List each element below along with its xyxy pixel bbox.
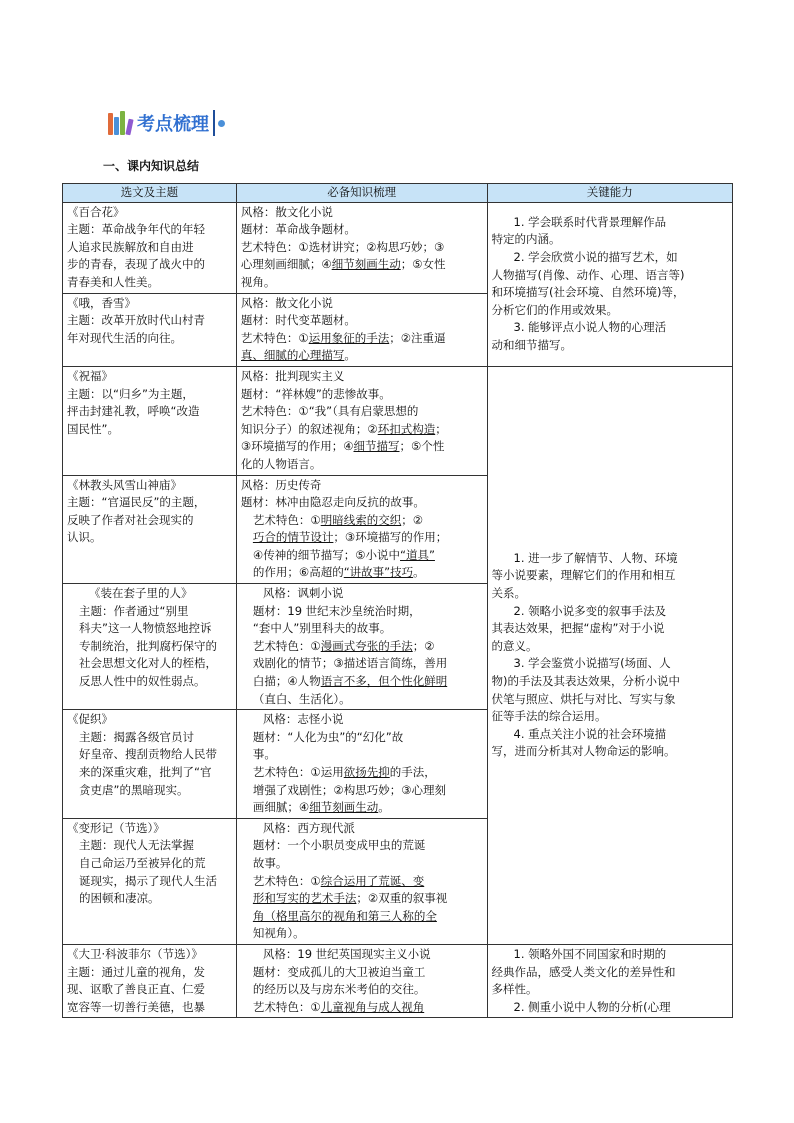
cell-line: 多样性。	[491, 982, 538, 997]
cell-line: 宽容等一切善行美德，也暴	[67, 999, 205, 1014]
cell-line: 的经历以及与房东米考伯的交往。	[252, 982, 426, 997]
cell-line: 艺术特色：①运用象征的手法；②注重逼	[240, 330, 446, 345]
selection-theme-cell	[63, 818, 237, 944]
knowledge-cell	[236, 202, 487, 293]
cell-line: 事。	[252, 747, 276, 762]
cell-line: 2. 领略小说多变的叙事手法及	[513, 603, 667, 618]
cell-line: 反思人性中的奴性弱点。	[79, 674, 206, 689]
cell-line: 2. 侧重小说中人物的分析(心理	[513, 999, 671, 1014]
cell-line: 主题：革命战争年代的年轻	[67, 222, 205, 237]
title-divider	[213, 110, 215, 136]
cell-line: （直白、生活化）。	[252, 691, 351, 706]
cell-line: 知识分子）的叙述视角；②环扣式构造；	[240, 421, 447, 436]
cell-line: 风格：志怪小说	[262, 712, 344, 727]
cell-line: 特定的内涵。	[491, 232, 561, 247]
cell-line: 风格：19 世纪英国现实主义小说	[262, 946, 431, 961]
cell-line: 1. 进一步了解情节、人物、环境	[513, 550, 678, 565]
cell-line: 艺术特色：①“我”（具有启蒙思想的	[240, 404, 419, 419]
cell-line: 视角。	[240, 274, 276, 289]
cell-line: 艺术特色：①儿童视角与成人视角	[252, 999, 425, 1014]
cell-line: 题材：“祥林嫂”的悲惨故事。	[240, 386, 391, 401]
knowledge-cell	[236, 944, 487, 1017]
cell-line: 征等手法的综合运用。	[491, 709, 607, 724]
cell-line: 《祝福》	[67, 368, 113, 383]
section-heading: 一、课内知识总结	[103, 159, 200, 173]
cell-line: 风格：批判现实主义	[240, 368, 345, 383]
cell-line: 题材：“人化为虫”的“幻化”故	[252, 729, 404, 744]
cell-line: 贪吏虐”的黑暗现实。	[79, 782, 189, 797]
cell-line: 年对现代生活的向往。	[67, 330, 182, 345]
knowledge-table	[62, 183, 733, 1018]
cell-line: 形和写实的艺术手法；②双重的叙事视	[252, 891, 448, 906]
cell-line: 诞现实，揭示了现代人生活	[79, 873, 217, 888]
cell-line: 3. 能够评点小说人物的心理活	[513, 320, 667, 335]
knowledge-cell	[236, 818, 487, 944]
knowledge-cell	[236, 475, 487, 584]
selection-theme-cell	[63, 202, 237, 293]
cell-line: 故事。	[252, 855, 288, 870]
cell-line: 题材：一个小职员变成甲虫的荒诞	[252, 838, 426, 853]
header-cell: 选文及主题	[63, 184, 237, 203]
cell-line: 人物描写(肖像、动作、心理、语言等)	[491, 267, 685, 282]
cell-line: 白描；④人物语言不多，但个性化鲜明	[252, 674, 448, 689]
cell-line: 艺术特色：①运用欲扬先抑的手法，	[252, 765, 436, 779]
cell-line: 题材：时代变革题材。	[240, 313, 356, 328]
cell-line: 主题：“官逼民反”的主题，	[67, 495, 206, 510]
selection-theme-cell	[63, 366, 237, 475]
cell-line: ③环境描写的作用；④细节描写；⑤个性	[240, 439, 445, 454]
cell-line: 经典作品，感受人类文化的差异性和	[491, 964, 676, 979]
cell-line: 风格：西方现代派	[262, 820, 355, 835]
cell-line: 画细腻；④细节刻画生动。	[252, 800, 390, 815]
cell-line: 主题：改革开放时代山村青	[67, 313, 205, 328]
key-ability-cell	[487, 366, 733, 944]
cell-line: 戏剧化的情节；③描述语言简练，善用	[252, 656, 448, 671]
cell-line: 题材：19 世纪末沙皇统治时期，	[252, 603, 421, 618]
knowledge-cell	[236, 584, 487, 710]
cell-line: 的作用；⑥高超的“讲故事”技巧。	[252, 565, 425, 580]
selection-theme-cell	[63, 944, 237, 1017]
cell-line: 化的人物语言。	[240, 456, 322, 471]
cell-line: 《哦，香雪》	[67, 295, 136, 310]
cell-line: 动和细节描写。	[491, 338, 572, 353]
selection-theme-cell	[63, 475, 237, 584]
cell-line: 题材：革命战争题材。	[240, 222, 356, 237]
cell-line: 认识。	[67, 530, 102, 545]
cell-line: 艺术特色：①漫画式夸张的手法；②	[252, 638, 435, 653]
cell-line: 风格：散文化小说	[240, 295, 333, 310]
cell-line: 题材：变成孤儿的大卫被迫当童工	[252, 964, 426, 979]
cell-line: 写，进而分析其对人物命运的影响。	[491, 744, 676, 759]
books-icon	[108, 111, 133, 135]
cell-line: 其表达效果，把握“虚构”对于小说	[491, 621, 665, 636]
cell-line: 《装在套子里的人》	[89, 586, 193, 601]
cell-line: 主题：现代人无法掌握	[79, 838, 194, 853]
cell-line: 现、讴歌了善良正直、仁爱	[67, 982, 205, 997]
cell-line: 国民性”。	[67, 421, 119, 436]
cell-line: 步的青春，表现了战火中的	[67, 257, 205, 272]
dot-icon	[218, 120, 225, 127]
cell-line: 社会思想文化对人的桎梏，	[79, 656, 217, 671]
cell-line: 自己命运乃至被异化的荒	[79, 855, 206, 870]
cell-line: 1. 领略外国不同国家和时期的	[513, 946, 667, 961]
cell-line: 关系。	[491, 586, 526, 601]
cell-line: 心理刻画细腻；④细节刻画生动；⑤女性	[240, 257, 446, 272]
cell-line: ④传神的细节描写；⑤小说中“道具”	[252, 547, 435, 562]
cell-line: 风格：散文化小说	[240, 204, 333, 219]
cell-line: 风格：讽刺小说	[262, 586, 344, 601]
cell-line: 主题：通过儿童的视角，发	[67, 964, 205, 979]
cell-line: 专制统治，批判腐朽保守的	[79, 638, 217, 653]
knowledge-cell	[236, 710, 487, 819]
cell-line: 风格：历史传奇	[240, 477, 322, 492]
cell-line: 来的深重灾难，批判了“官	[79, 765, 212, 779]
cell-line: 《变形记（节选）》	[67, 820, 165, 835]
table-row	[63, 944, 733, 1017]
key-ability-cell	[487, 202, 733, 366]
cell-line: 知视角）。	[252, 926, 305, 941]
cell-line: 角（格里高尔的视角和第三人称的全	[252, 908, 437, 923]
cell-line: 题材：林冲由隐忍走向反抗的故事。	[240, 495, 425, 510]
cell-line: 《百合花》	[67, 204, 125, 219]
cell-line: 人追求民族解放和自由进	[67, 239, 194, 254]
header-cell: 必备知识梳理	[236, 184, 487, 203]
cell-line: 1. 学会联系时代背景理解作品	[513, 214, 667, 229]
cell-line: 好皇帝、搜刮贡物给人民带	[79, 747, 217, 762]
table-header-row	[63, 184, 733, 203]
cell-line: 伏笔与照应、烘托与对比、写实与象	[491, 691, 676, 706]
cell-line: “套中人”别里科夫的故事。	[252, 621, 392, 636]
cell-line: 巧合的情节设计；③环境描写的作用；	[252, 530, 448, 545]
cell-line: 主题：以“归乡”为主题，	[67, 386, 194, 401]
selection-theme-cell	[63, 710, 237, 819]
table-row	[63, 202, 733, 293]
cell-line: 青春美和人性美。	[67, 274, 159, 289]
cell-line: 等小说要素，理解它们的作用和相互	[491, 568, 676, 583]
selection-theme-cell	[63, 293, 237, 366]
cell-line: 艺术特色：①选材讲究；②构思巧妙；③	[240, 239, 445, 254]
key-ability-cell	[487, 944, 733, 1017]
cell-line: 主题：作者通过“别里	[79, 603, 189, 618]
cell-line: 物)的手法及其表达效果，分析小说中	[491, 674, 680, 689]
cell-line: 艺术特色：①明暗线索的交织；②	[252, 512, 424, 527]
cell-line: 反映了作者对社会现实的	[67, 512, 194, 527]
cell-line: 的困顿和凄凉。	[79, 891, 160, 906]
cell-line: 4. 重点关注小说的社会环境描	[513, 726, 667, 741]
cell-line: 抨击封建礼教，呼唤“改造	[67, 404, 200, 419]
cell-line: 主题：揭露各级官员讨	[79, 729, 194, 744]
cell-line: 真、细腻的心理描写。	[240, 348, 356, 363]
cell-line: 《林教头风雪山神庙》	[67, 477, 182, 492]
cell-line: 《促织》	[67, 712, 113, 727]
cell-line: 2. 学会欣赏小说的描写艺术，如	[513, 250, 678, 265]
page-title: 考点梳理	[137, 114, 209, 135]
knowledge-cell	[236, 293, 487, 366]
selection-theme-cell	[63, 584, 237, 710]
cell-line: 和环境描写(社会环境、自然环境)等，	[491, 285, 685, 300]
section-title-header	[108, 106, 225, 140]
cell-line: 艺术特色：①综合运用了荒诞、变	[252, 873, 425, 888]
cell-line: 分析它们的作用或效果。	[491, 302, 618, 317]
table-row	[63, 366, 733, 475]
cell-line: 的意义。	[491, 638, 538, 653]
cell-line: 科夫”这一人物愤怒地控诉	[79, 621, 212, 636]
cell-line: 3. 学会鉴赏小说描写(场面、人	[513, 656, 671, 671]
header-cell: 关键能力	[487, 184, 733, 203]
cell-line: 增强了戏剧性；②构思巧妙；③心理刻	[252, 782, 447, 797]
knowledge-cell	[236, 366, 487, 475]
cell-line: 《大卫·科波菲尔（节选）》	[67, 946, 203, 961]
